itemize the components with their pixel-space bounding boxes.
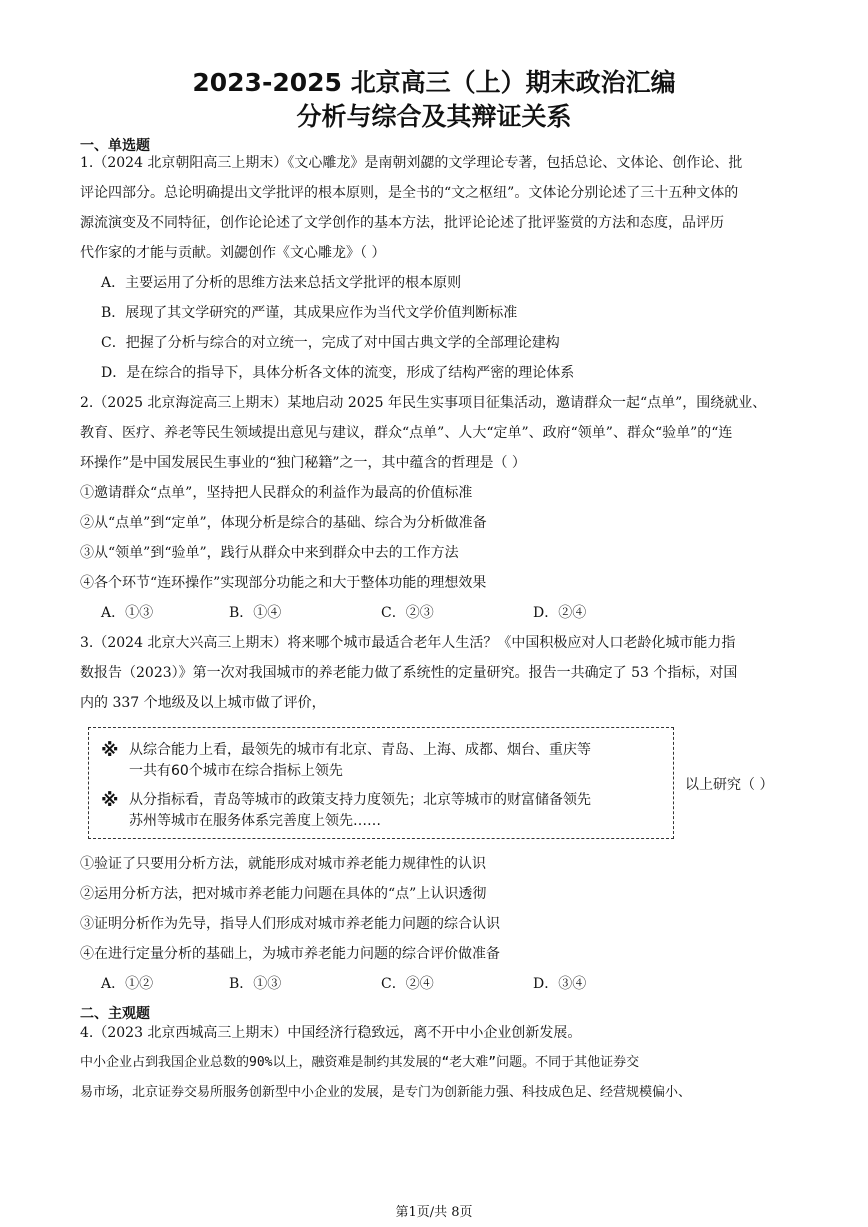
reference-mark-icon: ※ [101,740,119,761]
section-heading-single-choice: 一、单选题 [80,138,150,154]
choice-b: B．①③ [229,976,282,992]
statement-item: ①验证了只要用分析方法，就能形成对城市养老能力规律性的认识 [80,856,486,872]
research-findings-box [88,727,674,839]
question-1-option-c: C．把握了分析与综合的对立统一，完成了对中国古典文学的全部理论建构 [101,335,560,351]
page-subtitle: 分析与综合及其辩证关系 [296,102,572,131]
page-number: 第1页/共 8页 [395,1205,473,1220]
question-1-option-d: D．是在综合的指导下，具体分析各文体的流变，形成了结构严密的理论体系 [101,365,575,381]
question-3-prompt: 以上研究（ ） [685,777,774,793]
statement-item: ③证明分析作为先导，指导人们形成对城市养老能力问题的综合认识 [80,916,500,932]
choice-c: C．②③ [381,605,434,621]
question-2-stem [80,388,792,478]
question-text-line: 4.（2023 北京西城高三上期末）中国经济行稳致远，离不开中小企业创新发展。 [80,1025,582,1041]
choice-a: A．①③ [101,605,154,621]
question-4-stem [80,1018,792,1048]
statement-item: ④各个环节“连环操作”实现部分功能之和大于整体功能的理想效果 [80,575,487,591]
question-text-line: 3.（2024 北京大兴高三上期末）将来哪个城市最适合老年人生活？《中国积极应对人口老龄化城市能力指 [80,635,736,651]
question-2-statements [80,478,792,598]
choice-d: D．②④ [533,605,587,621]
finding-text-line: 一共有60个城市在综合指标上领先 [129,763,343,779]
choice-d: D．③④ [533,976,587,992]
question-text-line: 评论四部分。总论明确提出文学批评的根本原则，是全书的“文之枢纽”。文体论分别论述了三十五种文体的 [80,185,739,201]
question-text-line: 2.（2025 北京海淀高三上期末）某地启动 2025 年民生实事项目征集活动，邀请群众一起“点单”，围绕就业、 [80,395,767,411]
passage-line: 易市场，北京证券交易所服务创新型中小企业的发展，是专门为创新能力强、科技成色足、经营规模偏小、 [80,1085,692,1100]
question-text-line: 1.（2024 北京朝阳高三上期末）《文心雕龙》是南朝刘勰的文学理论专著，包括总论、文体论、创作论、批 [80,155,743,171]
statement-item: ④在进行定量分析的基础上，为城市养老能力问题的综合评价做准备 [80,946,500,962]
question-1-stem [80,148,792,268]
page-title: 2023-2025 北京高三（上）期末政治汇编 [192,68,676,97]
finding-text-line: 苏州等城市在服务体系完善度上领先…… [129,813,381,829]
passage-line: 中小企业占到我国企业总数的90%以上，融资难是制约其发展的“老大难”问题。不同于其他证券交 [80,1055,640,1070]
section-heading-subjective: 二、主观题 [80,1006,150,1022]
question-3-choices [101,969,701,999]
finding-text-line: 从综合能力上看，最领先的城市有北京、青岛、上海、成都、烟台、重庆等 [129,742,591,758]
question-4-passage [80,1048,792,1108]
question-text-line: 环操作”是中国发展民生事业的“独门秘籍”之一，其中蕴含的哲理是（ ） [80,455,526,471]
finding-item [101,790,661,832]
question-1-option-a: A．主要运用了分析的思维方法来总括文学批评的根本原则 [101,275,462,291]
question-3-statements [80,849,792,969]
question-text-line: 数报告（2023）》第一次对我国城市的养老能力做了系统性的定量研究。报告一共确定了 53 个指标，对国 [80,665,738,681]
reference-mark-icon: ※ [101,790,119,811]
question-2-choices [101,598,701,628]
question-3-stem [80,628,792,718]
statement-item: ②运用分析方法，把对城市养老能力问题在具体的“点”上认识透彻 [80,886,487,902]
question-text-line: 教育、医疗、养老等民生领域提出意见与建议，群众“点单”、人大“定单”、政府“领单”、群众“验单”的“连 [80,425,733,441]
statement-item: ③从“领单”到“验单”，践行从群众中来到群众中去的工作方法 [80,545,459,561]
statement-item: ①邀请群众“点单”，坚持把人民群众的利益作为最高的价值标准 [80,485,473,501]
finding-text-line: 从分指标看，青岛等城市的政策支持力度领先；北京等城市的财富储备领先 [129,792,591,808]
choice-a: A．①② [101,976,154,992]
statement-item: ②从“点单”到“定单”，体现分析是综合的基础、综合为分析做准备 [80,515,487,531]
finding-item [101,740,661,782]
choice-c: C．②④ [381,976,434,992]
choice-b: B．①④ [229,605,282,621]
question-1-option-b: B．展现了其文学研究的严谨，其成果应作为当代文学价值判断标准 [101,305,518,321]
question-text-line: 代作家的才能与贡献。刘勰创作《文心雕龙》（ ） [80,245,386,261]
question-text-line: 内的 337 个地级及以上城市做了评价， [80,695,326,711]
question-text-line: 源流演变及不同特征，创作论论述了文学创作的基本方法，批评论论述了批评鉴赏的方法和态度，品评历 [80,215,724,231]
